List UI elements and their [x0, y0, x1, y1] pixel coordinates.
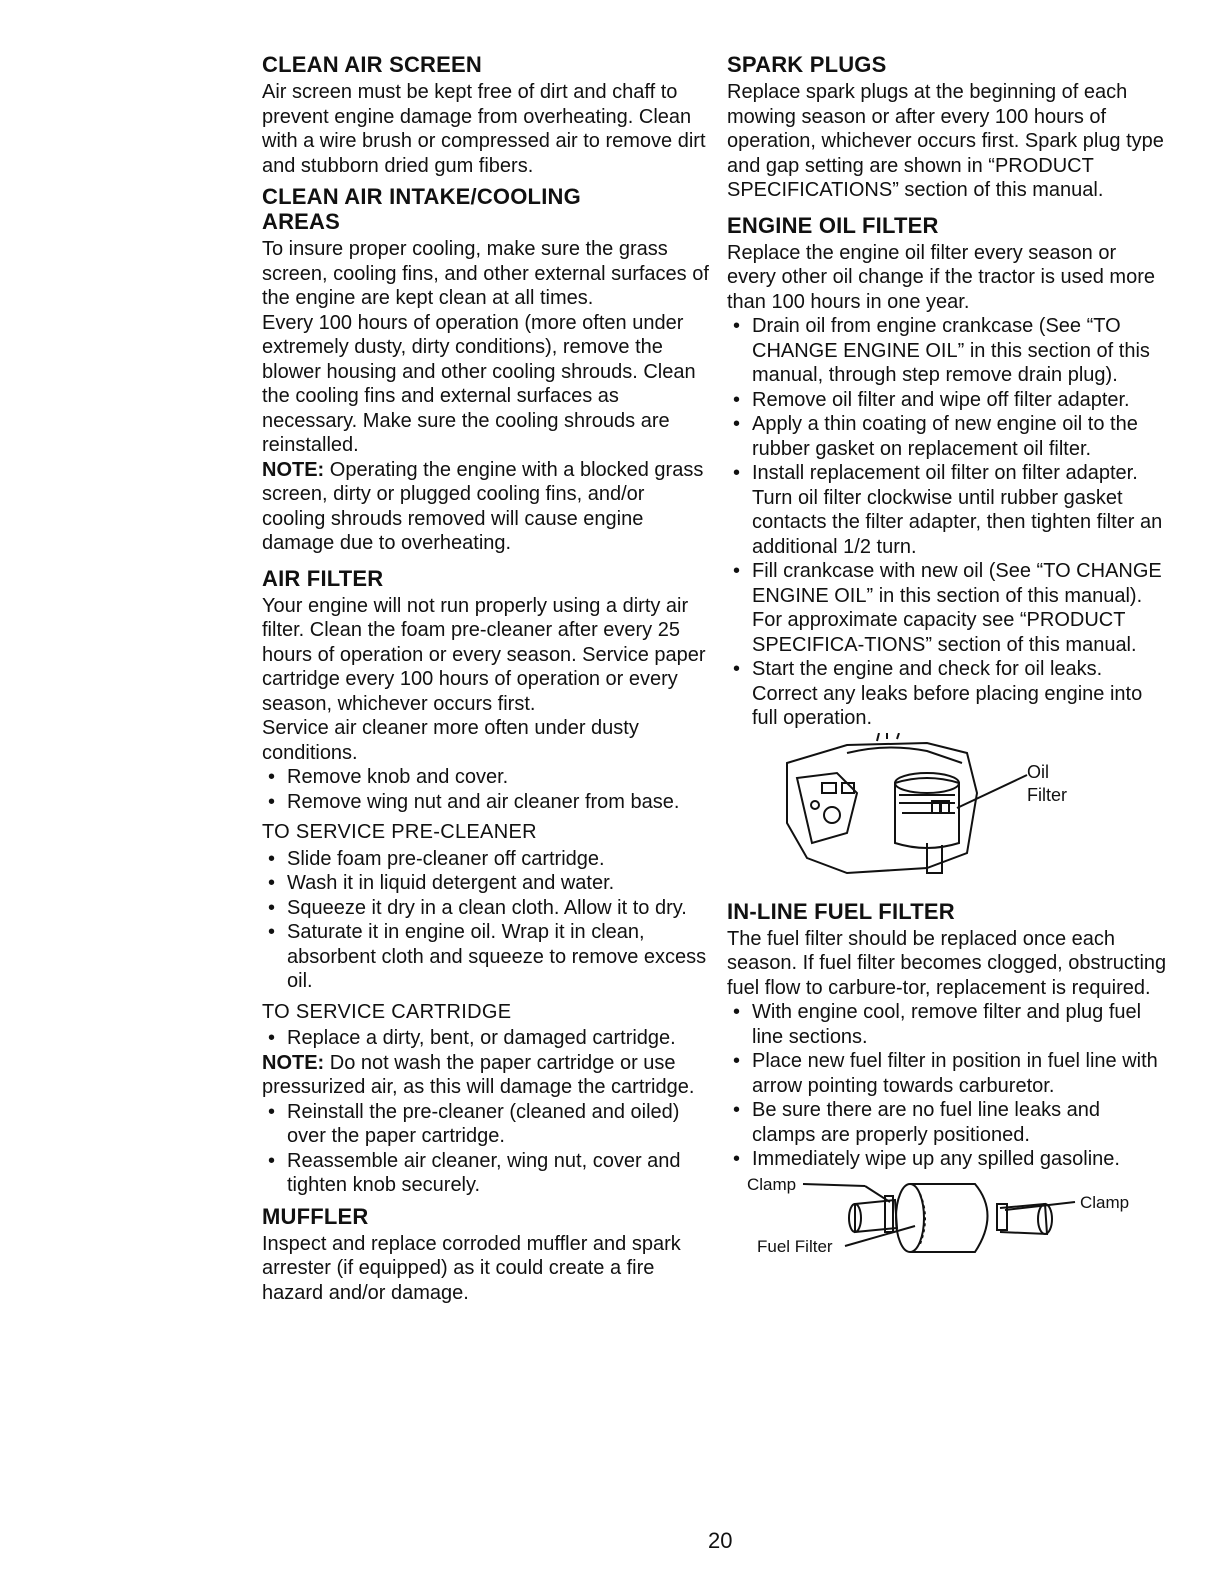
heading-spark-plugs: SPARK PLUGS: [727, 52, 887, 77]
air-filter-paragraph-1: Your engine will not run properly using a dirty air filter. Clean the foam pre-cleaner after every 25 hours of operation or every season. Service paper cartridge every 100 hours of operation or every season, whichever occurs first.: [262, 594, 706, 715]
list-item: • Install replacement oil filter on filter adapter. Turn oil filter clockwise until rubber gasket contacts the filter adapter, then tighten filter an additional 1/2 turn.: [727, 461, 1167, 559]
clamp-label-right: Clamp: [1080, 1192, 1130, 1212]
oil-filter-text: Replace the engine oil filter every season or every other oil change if the tractor is used more than 100 hours in one year.: [727, 241, 1155, 313]
heading-clean-air-screen: CLEAN AIR SCREEN: [262, 52, 482, 77]
clean-air-screen-text: Air screen must be kept free of dirt and chaff to prevent engine damage from overheating. Clean with a wire brush or compressed air to remove dirt and stubborn dried gum fibers.: [262, 81, 706, 177]
list-item: • Wash it in liquid detergent and water.: [262, 871, 712, 896]
section-air-filter: [262, 566, 712, 1198]
note-text: Operating the engine with a blocked grass screen, dirty or plugged cooling fins, and/or cooling shrouds removed will cause engine damage due to overheating.: [262, 458, 704, 554]
fuel-filter-figure: [715, 1174, 1167, 1284]
list-item: • With engine cool, remove filter and plug fuel line sections.: [727, 1000, 1167, 1049]
subheading-cartridge: TO SERVICE CARTRIDGE: [262, 1000, 512, 1023]
heading-engine-oil-filter: ENGINE OIL FILTER: [727, 212, 939, 238]
spark-plugs-text: Replace spark plugs at the beginning of each mowing season or after every 100 hours of operation, whichever occurs first. Spark plug type and gap setting are shown in “PRODUCT SPECIFICATIONS” section of this manual.: [727, 81, 1164, 201]
subheading-pre-cleaner: TO SERVICE PRE-CLEANER: [262, 821, 537, 843]
heading-clean-air-intake: CLEAN AIR INTAKE/COOLING AREAS: [262, 184, 581, 234]
list-item: • Remove wing nut and air cleaner from base.: [262, 790, 712, 815]
left-column: [262, 52, 712, 1305]
list-item: • Start the engine and check for oil leaks. Correct any leaks before placing engine into full operation.: [727, 657, 1167, 731]
cartridge-bullets: [262, 1026, 712, 1051]
note-label: NOTE:: [262, 458, 325, 481]
air-filter-paragraph-2: Service air cleaner more often under dusty conditions.: [262, 717, 639, 764]
list-item: • Remove oil filter and wipe off filter adapter.: [727, 388, 1167, 413]
list-item: • Be sure there are no fuel line leaks and clamps are properly positioned.: [727, 1098, 1167, 1147]
list-item: • Reinstall the pre-cleaner (cleaned and oiled) over the paper cartridge.: [262, 1100, 712, 1149]
list-item: • Fill crankcase with new oil (See “TO CHANGE ENGINE OIL” in this section of this manual). For approximate capacity see “PRODUCT SPECIFICA-TIONS” section of this manual.: [727, 559, 1167, 657]
oil-filter-illustration: [727, 733, 1167, 893]
cartridge-note: [262, 1051, 712, 1100]
fuel-filter-bullets: [727, 1000, 1167, 1172]
section-clean-air-intake: [262, 184, 712, 556]
list-item: • Reassemble air cleaner, wing nut, cover and tighten knob securely.: [262, 1149, 712, 1198]
list-item: • Immediately wipe up any spilled gasoline.: [727, 1147, 1167, 1172]
list-item: • Replace a dirty, bent, or damaged cartridge.: [262, 1026, 712, 1051]
list-item: • Apply a thin coating of new engine oil to the rubber gasket on replacement oil filter.: [727, 412, 1167, 461]
heading-air-filter: AIR FILTER: [262, 565, 384, 591]
list-item: • Saturate it in engine oil. Wrap it in clean, absorbent cloth and squeeze to remove excess oil.: [262, 920, 712, 994]
right-column: [727, 52, 1167, 1284]
oil-label: Oil: [1027, 761, 1049, 782]
pre-cleaner-bullets: [262, 847, 712, 994]
fuel-filter-text: The fuel filter should be replaced once each season. If fuel filter becomes clogged, obstructing fuel flow to carbure-tor, replacement is required.: [727, 927, 1167, 999]
air-filter-bullets: [262, 765, 712, 814]
section-in-line-fuel-filter: [727, 899, 1167, 1284]
fuel-filter-illustration: [715, 1174, 1155, 1284]
clamp-label-left: Clamp: [747, 1174, 797, 1194]
list-item: • Slide foam pre-cleaner off cartridge.: [262, 847, 712, 872]
note-label: NOTE:: [262, 1051, 325, 1074]
heading-in-line-fuel-filter: IN-LINE FUEL FILTER: [727, 898, 955, 924]
list-item: • Drain oil from engine crankcase (See “TO CHANGE ENGINE OIL” in this section of this manual, through step remove drain plug).: [727, 314, 1167, 388]
note-text: Do not wash the paper cartridge or use pressurized air, as this will damage the cartridge.: [262, 1051, 695, 1098]
clean-intake-paragraph-1: To insure proper cooling, make sure the grass screen, cooling fins, and other external surfaces of the engine are kept clean at all times.: [262, 238, 709, 309]
muffler-text: Inspect and replace corroded muffler and spark arrester (if equipped) as it could create a fire hazard and/or damage.: [262, 1232, 681, 1304]
heading-muffler: MUFFLER: [262, 1203, 369, 1229]
section-muffler: [262, 1204, 712, 1306]
section-engine-oil-filter: [727, 213, 1167, 893]
list-item: • Remove knob and cover.: [262, 765, 712, 790]
oil-filter-figure: [727, 733, 1167, 893]
page-number: 20: [708, 1528, 733, 1553]
section-clean-air-screen: [262, 52, 712, 178]
fuel-filter-label: Fuel Filter: [757, 1236, 833, 1256]
clean-intake-paragraph-2: Every 100 hours of operation (more often under extremely dusty, dirty conditions), remove the blower housing and other cooling shrouds. Clean the cooling fins and external surfaces as necessary. Make sure the cooling shrouds are reinstalled.: [262, 311, 696, 456]
section-spark-plugs: [727, 52, 1167, 203]
clean-intake-note: [262, 458, 712, 556]
oil-filter-bullets: [727, 314, 1167, 731]
list-item: • Squeeze it dry in a clean cloth. Allow it to dry.: [262, 896, 712, 921]
reassembly-bullets: [262, 1100, 712, 1198]
list-item: • Place new fuel filter in position in fuel line with arrow pointing towards carburetor.: [727, 1049, 1167, 1098]
filter-label: Filter: [1027, 784, 1067, 805]
